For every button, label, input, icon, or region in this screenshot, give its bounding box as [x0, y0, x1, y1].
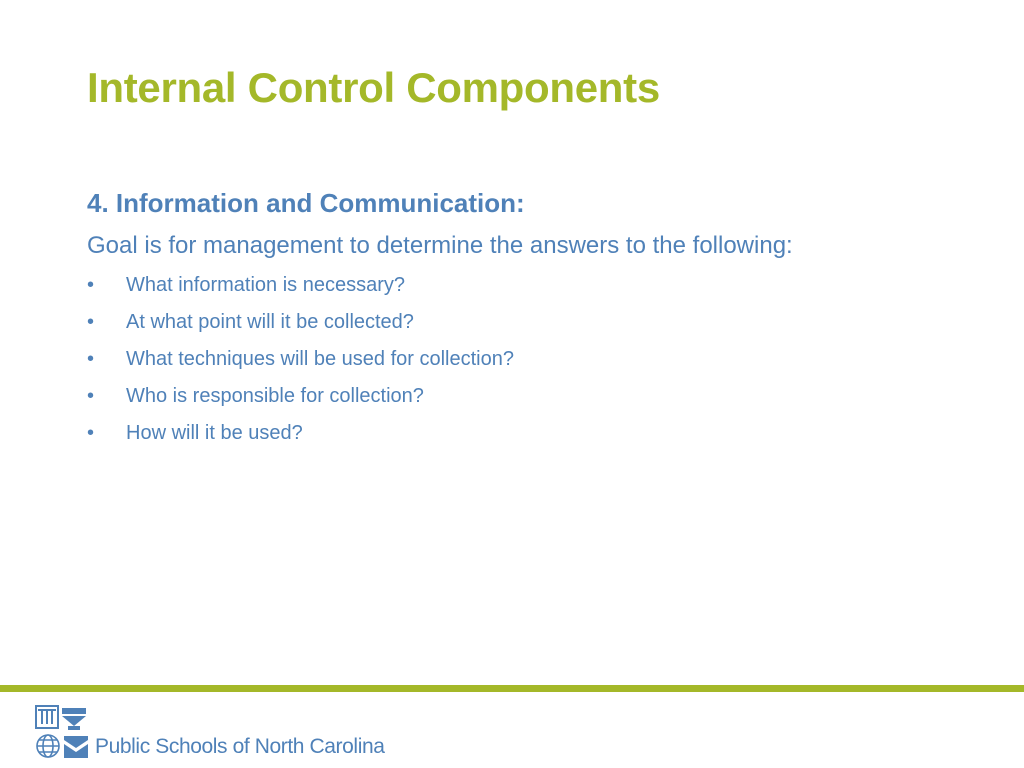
bullet-text: What information is necessary?: [126, 274, 406, 296]
goal-statement: Goal is for management to determine the answers to the following:: [87, 232, 793, 259]
section-heading: 4. Information and Communication:: [87, 188, 525, 218]
footer-divider: [0, 685, 1024, 692]
bullet-marker: •: [87, 348, 95, 370]
slide-title: Internal Control Components: [87, 64, 660, 111]
bullet-marker: •: [87, 274, 95, 296]
bullet-marker: •: [87, 311, 95, 333]
bullet-text: Who is responsible for collection?: [126, 385, 424, 407]
bullet-marker: •: [87, 385, 95, 407]
organization-name: Public Schools of North Carolina: [95, 735, 385, 758]
bullet-text: How will it be used?: [126, 422, 303, 444]
bullet-text: What techniques will be used for collection?: [126, 348, 514, 370]
ncdpi-seal-icon: [34, 702, 90, 762]
bullet-text: At what point will it be collected?: [126, 311, 414, 333]
bullet-marker: •: [87, 422, 95, 444]
